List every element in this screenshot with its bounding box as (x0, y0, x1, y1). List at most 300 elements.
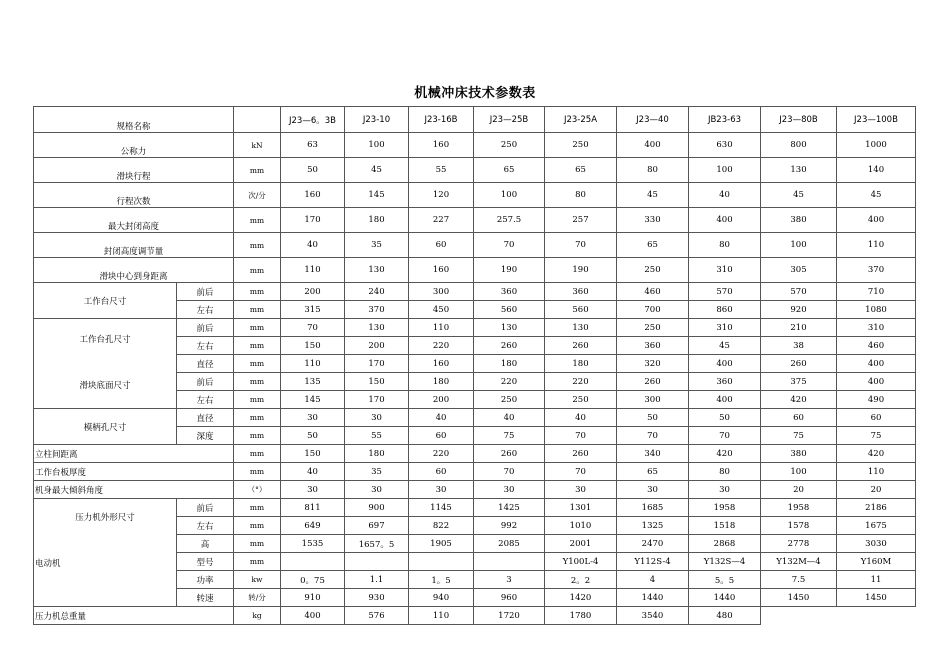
value-cell: 70 (545, 233, 617, 258)
value-cell: 135 (281, 373, 345, 391)
value-cell: 700 (617, 301, 689, 319)
group-label-text: 压力机外形尺寸 (75, 513, 135, 523)
value-cell (345, 553, 409, 571)
value-cell: 70 (474, 233, 545, 258)
value-cell: 920 (761, 301, 837, 319)
unit-cell: mm (234, 499, 281, 517)
unit-cell: （°） (234, 481, 281, 499)
value-cell: 60 (409, 233, 474, 258)
sub-label: 直径 (177, 409, 234, 427)
value-cell: 570 (689, 283, 761, 301)
row-label: 立柱间距离 (34, 445, 234, 463)
value-cell: 1425 (474, 499, 545, 517)
value-cell: 260 (545, 445, 617, 463)
value-cell: 2001 (545, 535, 617, 553)
value-cell: 360 (545, 283, 617, 301)
model-header: J23—6。3B (281, 107, 345, 133)
value-cell: 100 (474, 183, 545, 208)
unit-cell: mm (234, 337, 281, 355)
value-cell: 400 (837, 373, 916, 391)
value-cell: 160 (281, 183, 345, 208)
value-cell: 315 (281, 301, 345, 319)
value-cell: 180 (345, 445, 409, 463)
value-cell: 320 (617, 355, 689, 373)
value-cell: 70 (689, 427, 761, 445)
value-cell: 310 (689, 319, 761, 337)
value-cell: 170 (281, 208, 345, 233)
value-cell: 160 (409, 258, 474, 283)
value-cell: 65 (617, 463, 689, 481)
value-cell: 40 (281, 463, 345, 481)
value-cell: 811 (281, 499, 345, 517)
table-row (34, 319, 916, 337)
value-cell: 210 (761, 319, 837, 337)
table-row (34, 208, 916, 233)
table-row (34, 409, 916, 427)
row-label: 公称力 (34, 133, 234, 158)
sub-label: 左右 (177, 391, 234, 409)
value-cell: 145 (281, 391, 345, 409)
value-cell: 1000 (837, 133, 916, 158)
sub-label: 型号 (177, 553, 234, 571)
unit-cell: mm (234, 258, 281, 283)
table-row (34, 481, 916, 499)
value-cell: 180 (545, 355, 617, 373)
value-cell: 1145 (409, 499, 474, 517)
value-cell (281, 553, 345, 571)
table-row (34, 258, 916, 283)
unit-cell: mm (234, 301, 281, 319)
value-cell: 1657。5 (345, 535, 409, 553)
value-cell: 360 (689, 373, 761, 391)
value-cell: 140 (837, 158, 916, 183)
value-cell: 260 (617, 373, 689, 391)
value-cell: 360 (474, 283, 545, 301)
value-cell: 330 (617, 208, 689, 233)
value-cell: 80 (545, 183, 617, 208)
value-cell: 150 (281, 337, 345, 355)
value-cell: 30 (345, 409, 409, 427)
value-cell: 145 (345, 183, 409, 208)
value-cell: 100 (761, 463, 837, 481)
value-cell: 7.5 (761, 571, 837, 589)
value-cell: 400 (617, 133, 689, 158)
value-cell: 227 (409, 208, 474, 233)
value-cell: 1450 (837, 589, 916, 607)
value-cell: 860 (689, 301, 761, 319)
value-cell: 40 (689, 183, 761, 208)
unit-cell: mm (234, 427, 281, 445)
group-label (34, 499, 177, 607)
unit-cell: mm (234, 517, 281, 535)
value-cell: 1905 (409, 535, 474, 553)
unit-cell: mm (234, 355, 281, 373)
value-cell: 60 (409, 427, 474, 445)
group-label-text: 电动机 (35, 559, 61, 569)
value-cell: 220 (545, 373, 617, 391)
value-cell: 110 (409, 319, 474, 337)
value-cell: 310 (837, 319, 916, 337)
value-cell: 1325 (617, 517, 689, 535)
value-cell: 180 (345, 208, 409, 233)
value-cell: 70 (545, 427, 617, 445)
value-cell: 649 (281, 517, 345, 535)
value-cell: 420 (837, 445, 916, 463)
value-cell: 400 (689, 391, 761, 409)
value-cell: 4 (617, 571, 689, 589)
value-cell: 260 (545, 337, 617, 355)
value-cell: 1440 (617, 589, 689, 607)
unit-cell: kg (234, 607, 281, 625)
sub-label: 前后 (177, 373, 234, 391)
value-cell: 2868 (689, 535, 761, 553)
model-header: J23—25B (474, 107, 545, 133)
model-header: J23—80B (761, 107, 837, 133)
value-cell: 130 (345, 319, 409, 337)
value-cell: 220 (409, 337, 474, 355)
value-cell: 490 (837, 391, 916, 409)
value-cell: 110 (281, 258, 345, 283)
value-cell: 190 (474, 258, 545, 283)
value-cell: 20 (837, 481, 916, 499)
unit-cell: mm (234, 535, 281, 553)
group-label: 工作台尺寸 (34, 283, 177, 319)
table-row (34, 107, 916, 133)
value-cell: 300 (409, 283, 474, 301)
row-label: 压力机总重量 (34, 607, 234, 625)
value-cell: 70 (474, 463, 545, 481)
row-label: 工作台板厚度 (34, 463, 234, 481)
unit-cell: 次/分 (234, 183, 281, 208)
value-cell: 30 (617, 481, 689, 499)
value-cell: Y160M (837, 553, 916, 571)
sub-label: 高 (177, 535, 234, 553)
sub-label: 前后 (177, 499, 234, 517)
value-cell: 375 (761, 373, 837, 391)
value-cell: 250 (474, 133, 545, 158)
value-cell: 400 (281, 607, 345, 625)
value-cell: 40 (545, 409, 617, 427)
value-cell: 30 (689, 481, 761, 499)
sub-label: 左右 (177, 337, 234, 355)
value-cell: 250 (545, 133, 617, 158)
value-cell: 45 (761, 183, 837, 208)
value-cell: 3 (474, 571, 545, 589)
value-cell: 1450 (761, 589, 837, 607)
value-cell: 65 (545, 158, 617, 183)
value-cell: 400 (689, 355, 761, 373)
unit-cell: kw (234, 571, 281, 589)
value-cell: 110 (837, 233, 916, 258)
value-cell: 180 (474, 355, 545, 373)
value-cell: 260 (474, 445, 545, 463)
value-cell: 65 (474, 158, 545, 183)
table-row (34, 183, 916, 208)
value-cell: 3540 (617, 607, 689, 625)
value-cell: 380 (761, 445, 837, 463)
value-cell: 420 (689, 445, 761, 463)
value-cell: 1685 (617, 499, 689, 517)
value-cell: 50 (689, 409, 761, 427)
value-cell: 45 (837, 183, 916, 208)
value-cell: 576 (345, 607, 409, 625)
group-label-text: 工作台孔尺寸 (79, 335, 131, 345)
value-cell: 1420 (545, 589, 617, 607)
value-cell: 75 (474, 427, 545, 445)
value-cell: 50 (281, 158, 345, 183)
value-cell: 200 (409, 391, 474, 409)
value-cell: 1675 (837, 517, 916, 535)
value-cell: 200 (281, 283, 345, 301)
value-cell: 560 (545, 301, 617, 319)
value-cell: 63 (281, 133, 345, 158)
value-cell: 2778 (761, 535, 837, 553)
value-cell: 1518 (689, 517, 761, 535)
value-cell: 130 (545, 319, 617, 337)
empty-cell (761, 607, 837, 625)
value-cell: 1720 (474, 607, 545, 625)
value-cell: 0。75 (281, 571, 345, 589)
value-cell: 250 (617, 258, 689, 283)
value-cell: 3030 (837, 535, 916, 553)
unit-cell: mm (234, 319, 281, 337)
value-cell: 50 (617, 409, 689, 427)
value-cell: 450 (409, 301, 474, 319)
value-cell: 65 (617, 233, 689, 258)
value-cell: 220 (409, 445, 474, 463)
value-cell: 480 (689, 607, 761, 625)
row-label: 滑块行程 (34, 158, 234, 183)
value-cell: 130 (761, 158, 837, 183)
unit-cell: mm (234, 233, 281, 258)
value-cell: 130 (474, 319, 545, 337)
value-cell: 30 (474, 481, 545, 499)
unit-cell: mm (234, 283, 281, 301)
unit-cell: 转/分 (234, 589, 281, 607)
value-cell: 400 (689, 208, 761, 233)
value-cell: 160 (409, 355, 474, 373)
value-cell: 370 (345, 301, 409, 319)
value-cell: 100 (761, 233, 837, 258)
unit-cell: mm (234, 409, 281, 427)
value-cell: 420 (761, 391, 837, 409)
value-cell: 180 (409, 373, 474, 391)
row-label: 滑块中心到身距离 (34, 258, 234, 283)
model-header: J23-10 (345, 107, 409, 133)
value-cell: 822 (409, 517, 474, 535)
unit-cell: mm (234, 391, 281, 409)
value-cell: 257 (545, 208, 617, 233)
sub-label: 转速 (177, 589, 234, 607)
value-cell: 170 (345, 391, 409, 409)
value-cell: 1578 (761, 517, 837, 535)
value-cell: 100 (345, 133, 409, 158)
value-cell: 200 (345, 337, 409, 355)
model-header: JB23-63 (689, 107, 761, 133)
value-cell: 80 (689, 463, 761, 481)
value-cell: Y100L-4 (545, 553, 617, 571)
page-title: 机械冲床技术参数表 (414, 86, 536, 101)
value-cell: 75 (761, 427, 837, 445)
value-cell: 35 (345, 463, 409, 481)
value-cell: 20 (761, 481, 837, 499)
sub-label: 左右 (177, 301, 234, 319)
value-cell: 260 (761, 355, 837, 373)
sub-label: 深度 (177, 427, 234, 445)
value-cell: Y132S—4 (689, 553, 761, 571)
value-cell: 55 (345, 427, 409, 445)
sub-label: 直径 (177, 355, 234, 373)
value-cell: 38 (761, 337, 837, 355)
unit-cell: kN (234, 133, 281, 158)
unit-cell: mm (234, 373, 281, 391)
value-cell: 310 (689, 258, 761, 283)
value-cell: 190 (545, 258, 617, 283)
value-cell: 460 (617, 283, 689, 301)
row-label: 封闭高度调节量 (34, 233, 234, 258)
value-cell: 260 (474, 337, 545, 355)
value-cell: 50 (281, 427, 345, 445)
unit-cell: mm (234, 553, 281, 571)
value-cell: 170 (345, 355, 409, 373)
value-cell: 35 (345, 233, 409, 258)
value-cell: 250 (545, 391, 617, 409)
spec-table (33, 106, 916, 625)
value-cell: 30 (409, 481, 474, 499)
value-cell: 45 (689, 337, 761, 355)
row-label: 行程次数 (34, 183, 234, 208)
value-cell: 110 (409, 607, 474, 625)
sub-label: 左右 (177, 517, 234, 535)
value-cell: 240 (345, 283, 409, 301)
value-cell: 370 (837, 258, 916, 283)
value-cell: 1.1 (345, 571, 409, 589)
value-cell: 910 (281, 589, 345, 607)
value-cell: 45 (617, 183, 689, 208)
value-cell: 360 (617, 337, 689, 355)
value-cell: 305 (761, 258, 837, 283)
value-cell: 5。5 (689, 571, 761, 589)
value-cell: Y132M—4 (761, 553, 837, 571)
table-row (34, 445, 916, 463)
value-cell: 1958 (689, 499, 761, 517)
value-cell: 80 (689, 233, 761, 258)
value-cell: 11 (837, 571, 916, 589)
value-cell: 992 (474, 517, 545, 535)
value-cell: 120 (409, 183, 474, 208)
value-cell: 930 (345, 589, 409, 607)
unit-header (234, 107, 281, 133)
value-cell: 710 (837, 283, 916, 301)
value-cell: 1。5 (409, 571, 474, 589)
value-cell (409, 553, 474, 571)
value-cell: 75 (837, 427, 916, 445)
unit-cell: mm (234, 208, 281, 233)
value-cell: 40 (474, 409, 545, 427)
value-cell: 45 (345, 158, 409, 183)
value-cell: 70 (281, 319, 345, 337)
value-cell: 250 (474, 391, 545, 409)
model-header: J23—40 (617, 107, 689, 133)
value-cell: 250 (617, 319, 689, 337)
value-cell: 340 (617, 445, 689, 463)
model-header: J23-16B (409, 107, 474, 133)
value-cell: 1535 (281, 535, 345, 553)
value-cell: 570 (761, 283, 837, 301)
value-cell: 70 (545, 463, 617, 481)
value-cell: 630 (689, 133, 761, 158)
value-cell: 800 (761, 133, 837, 158)
value-cell: 110 (281, 355, 345, 373)
value-cell: 100 (689, 158, 761, 183)
value-cell: 1780 (545, 607, 617, 625)
value-cell: 380 (761, 208, 837, 233)
value-cell: 460 (837, 337, 916, 355)
sub-label: 功率 (177, 571, 234, 589)
unit-cell: mm (234, 463, 281, 481)
value-cell: 40 (409, 409, 474, 427)
table-row (34, 499, 916, 517)
value-cell: 257.5 (474, 208, 545, 233)
value-cell: 150 (281, 445, 345, 463)
row-label: 最大封闭高度 (34, 208, 234, 233)
group-label (34, 319, 177, 409)
value-cell: 40 (281, 233, 345, 258)
model-header: J23-25A (545, 107, 617, 133)
group-label: 模柄孔尺寸 (34, 409, 177, 445)
value-cell: 300 (617, 391, 689, 409)
value-cell (474, 553, 545, 571)
sub-label: 前后 (177, 319, 234, 337)
value-cell: 30 (345, 481, 409, 499)
value-cell: 2085 (474, 535, 545, 553)
value-cell: 560 (474, 301, 545, 319)
value-cell: 70 (617, 427, 689, 445)
value-cell: 30 (281, 409, 345, 427)
value-cell: 110 (837, 463, 916, 481)
value-cell: Y112S-4 (617, 553, 689, 571)
value-cell: 60 (761, 409, 837, 427)
empty-cell (837, 607, 916, 625)
row-label: 机身最大倾斜角度 (34, 481, 234, 499)
value-cell: 2。2 (545, 571, 617, 589)
table-row (34, 133, 916, 158)
table-row (34, 283, 916, 301)
value-cell: 160 (409, 133, 474, 158)
value-cell: 960 (474, 589, 545, 607)
table-row (34, 158, 916, 183)
value-cell: 1958 (761, 499, 837, 517)
value-cell: 2470 (617, 535, 689, 553)
value-cell: 400 (837, 355, 916, 373)
model-header: J23—100B (837, 107, 916, 133)
value-cell: 150 (345, 373, 409, 391)
value-cell: 130 (345, 258, 409, 283)
value-cell: 80 (617, 158, 689, 183)
sub-label: 前后 (177, 283, 234, 301)
table-row (34, 607, 916, 625)
value-cell: 2186 (837, 499, 916, 517)
value-cell: 55 (409, 158, 474, 183)
value-cell: 1010 (545, 517, 617, 535)
table-row (34, 463, 916, 481)
value-cell: 1080 (837, 301, 916, 319)
value-cell: 1440 (689, 589, 761, 607)
value-cell: 60 (837, 409, 916, 427)
group-label-text: 滑块底面尺寸 (79, 381, 131, 391)
value-cell: 400 (837, 208, 916, 233)
value-cell: 30 (281, 481, 345, 499)
